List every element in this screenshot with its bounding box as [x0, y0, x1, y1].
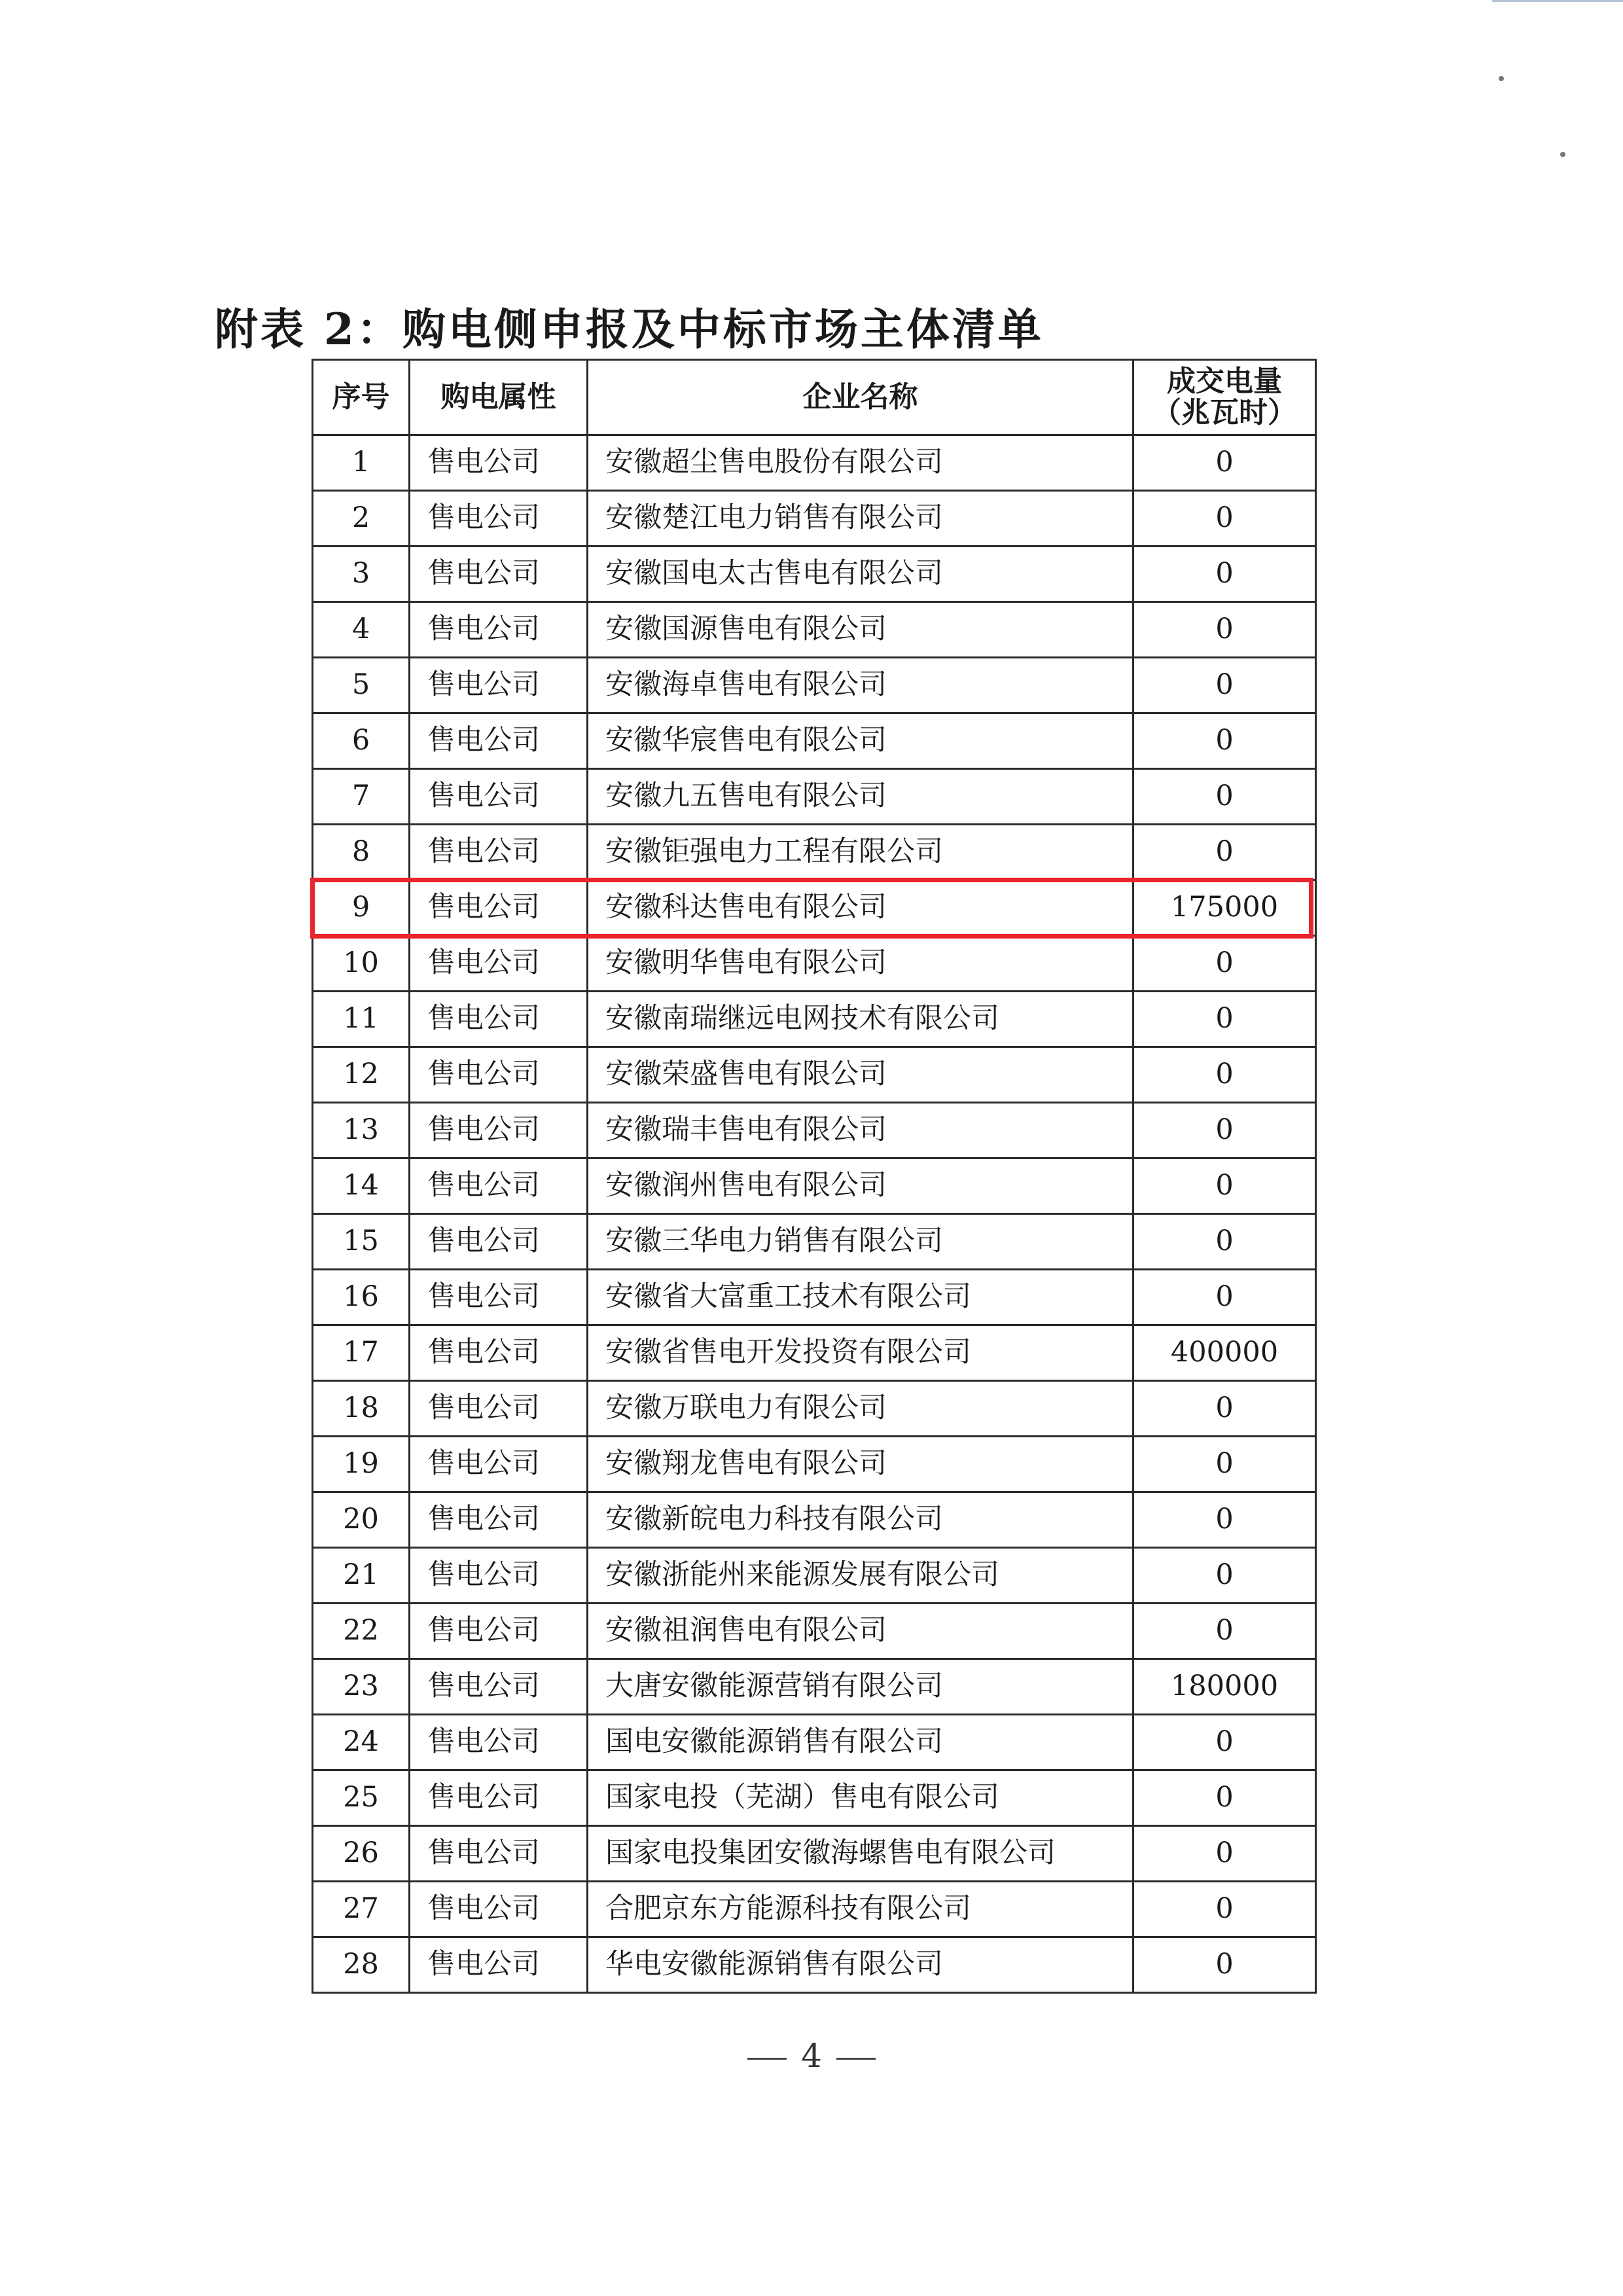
- cell-company-name: 安徽省售电开发投资有限公司: [588, 1325, 1133, 1381]
- cell-type: 售电公司: [410, 1103, 588, 1158]
- page-title: 附表 2：购电侧申报及中标市场主体清单: [215, 304, 1044, 355]
- table-row: [313, 1659, 1316, 1715]
- cell-type: 售电公司: [410, 1770, 588, 1826]
- cell-company-name: 安徽荣盛售电有限公司: [588, 1047, 1133, 1103]
- table-row: [313, 1047, 1316, 1103]
- footer-dash-right: [836, 2058, 876, 2060]
- table-row: [313, 1437, 1316, 1492]
- cell-company-name: 安徽省大富重工技术有限公司: [588, 1270, 1133, 1325]
- scan-speck: [1499, 76, 1504, 81]
- cell-index: 11: [313, 992, 410, 1047]
- cell-index: 4: [313, 602, 410, 658]
- cell-type: 售电公司: [410, 936, 588, 992]
- cell-volume: 0: [1133, 713, 1316, 769]
- table-row: [313, 1158, 1316, 1214]
- cell-index: 3: [313, 547, 410, 602]
- cell-volume: 0: [1133, 491, 1316, 547]
- cell-company-name: 安徽国源售电有限公司: [588, 602, 1133, 658]
- cell-index: 17: [313, 1325, 410, 1381]
- table-row: [313, 658, 1316, 713]
- table-row: [313, 769, 1316, 825]
- cell-company-name: 安徽钜强电力工程有限公司: [588, 825, 1133, 880]
- cell-company-name: 国家电投（芜湖）售电有限公司: [588, 1770, 1133, 1826]
- cell-type: 售电公司: [410, 825, 588, 880]
- cell-type: 售电公司: [410, 1437, 588, 1492]
- page-footer: [0, 2037, 1623, 2075]
- footer-dash-left: [747, 2058, 787, 2060]
- cell-index: 26: [313, 1826, 410, 1882]
- cell-type: 售电公司: [410, 1492, 588, 1548]
- cell-company-name: 安徽三华电力销售有限公司: [588, 1214, 1133, 1270]
- cell-volume: 0: [1133, 1937, 1316, 1993]
- cell-type: 售电公司: [410, 1381, 588, 1437]
- cell-type: 售电公司: [410, 1826, 588, 1882]
- table-row: [313, 1604, 1316, 1659]
- cell-type: 售电公司: [410, 769, 588, 825]
- cell-type: 售电公司: [410, 1270, 588, 1325]
- cell-type: 售电公司: [410, 435, 588, 491]
- cell-type: 售电公司: [410, 658, 588, 713]
- cell-type: 售电公司: [410, 547, 588, 602]
- cell-type: 售电公司: [410, 713, 588, 769]
- cell-company-name: 安徽超尘售电股份有限公司: [588, 435, 1133, 491]
- cell-volume: 0: [1133, 1492, 1316, 1548]
- cell-type: 售电公司: [410, 992, 588, 1047]
- cell-type: 售电公司: [410, 602, 588, 658]
- table-row: [313, 435, 1316, 491]
- bidder-table-container: [312, 359, 1315, 1994]
- cell-index: 1: [313, 435, 410, 491]
- cell-company-name: 安徽九五售电有限公司: [588, 769, 1133, 825]
- table-body: [313, 435, 1316, 1993]
- table-header-row: [313, 360, 1316, 435]
- cell-index: 5: [313, 658, 410, 713]
- page-number: 4: [801, 2037, 822, 2075]
- cell-company-name: 安徽华宸售电有限公司: [588, 713, 1133, 769]
- header-volume: [1133, 360, 1316, 435]
- cell-company-name: 安徽翔龙售电有限公司: [588, 1437, 1133, 1492]
- cell-type: 售电公司: [410, 491, 588, 547]
- table-row: [313, 1103, 1316, 1158]
- cell-company-name: 安徽海卓售电有限公司: [588, 658, 1133, 713]
- cell-index: 27: [313, 1882, 410, 1937]
- cell-index: 2: [313, 491, 410, 547]
- cell-company-name: 安徽润州售电有限公司: [588, 1158, 1133, 1214]
- cell-company-name: 安徽南瑞继远电网技术有限公司: [588, 992, 1133, 1047]
- cell-type: 售电公司: [410, 1937, 588, 1993]
- cell-type: 售电公司: [410, 1659, 588, 1715]
- table-row: [313, 602, 1316, 658]
- cell-type: 售电公司: [410, 1047, 588, 1103]
- table-row: [313, 1548, 1316, 1604]
- cell-volume: 0: [1133, 1214, 1316, 1270]
- cell-volume: 0: [1133, 769, 1316, 825]
- cell-volume: 0: [1133, 435, 1316, 491]
- cell-index: 25: [313, 1770, 410, 1826]
- table-row: [313, 1826, 1316, 1882]
- cell-volume: 0: [1133, 547, 1316, 602]
- header-idx: 序号: [313, 360, 410, 435]
- cell-index: 7: [313, 769, 410, 825]
- cell-company-name: 安徽科达售电有限公司: [588, 880, 1133, 936]
- cell-volume: 0: [1133, 936, 1316, 992]
- cell-volume: 175000: [1133, 880, 1316, 936]
- cell-company-name: 安徽祖润售电有限公司: [588, 1604, 1133, 1659]
- cell-company-name: 国家电投集团安徽海螺售电有限公司: [588, 1826, 1133, 1882]
- table-row: [313, 713, 1316, 769]
- cell-volume: 0: [1133, 1047, 1316, 1103]
- cell-volume: 180000: [1133, 1659, 1316, 1715]
- cell-volume: 0: [1133, 1882, 1316, 1937]
- cell-volume: 0: [1133, 1826, 1316, 1882]
- cell-type: 售电公司: [410, 1214, 588, 1270]
- cell-type: 售电公司: [410, 880, 588, 936]
- cell-index: 19: [313, 1437, 410, 1492]
- cell-index: 6: [313, 713, 410, 769]
- cell-index: 28: [313, 1937, 410, 1993]
- table-row: [313, 1214, 1316, 1270]
- cell-index: 22: [313, 1604, 410, 1659]
- cell-volume: 0: [1133, 1770, 1316, 1826]
- table-row: [313, 936, 1316, 992]
- table-row: [313, 1770, 1316, 1826]
- cell-company-name: 安徽瑞丰售电有限公司: [588, 1103, 1133, 1158]
- cell-index: 21: [313, 1548, 410, 1604]
- cell-index: 16: [313, 1270, 410, 1325]
- cell-index: 14: [313, 1158, 410, 1214]
- cell-index: 12: [313, 1047, 410, 1103]
- table-row: [313, 1937, 1316, 1993]
- cell-volume: 0: [1133, 602, 1316, 658]
- cell-volume: 0: [1133, 1103, 1316, 1158]
- cell-volume: 0: [1133, 1381, 1316, 1437]
- cell-company-name: 安徽万联电力有限公司: [588, 1381, 1133, 1437]
- cell-volume: 0: [1133, 1270, 1316, 1325]
- cell-volume: 0: [1133, 1158, 1316, 1214]
- cell-index: 10: [313, 936, 410, 992]
- scan-edge-artifact: [1492, 0, 1623, 2]
- table-row: [313, 1492, 1316, 1548]
- table-row: [313, 825, 1316, 880]
- cell-volume: 0: [1133, 825, 1316, 880]
- bidder-table: [312, 359, 1317, 1994]
- cell-type: 售电公司: [410, 1325, 588, 1381]
- table-row: [313, 1882, 1316, 1937]
- table-row: [313, 1715, 1316, 1770]
- table-row: [313, 1381, 1316, 1437]
- cell-volume: 0: [1133, 1604, 1316, 1659]
- cell-index: 13: [313, 1103, 410, 1158]
- cell-company-name: 安徽新皖电力科技有限公司: [588, 1492, 1133, 1548]
- header-type: 购电属性: [410, 360, 588, 435]
- table-row: [313, 1270, 1316, 1325]
- cell-volume: 0: [1133, 658, 1316, 713]
- cell-company-name: 安徽明华售电有限公司: [588, 936, 1133, 992]
- cell-company-name: 安徽国电太古售电有限公司: [588, 547, 1133, 602]
- cell-type: 售电公司: [410, 1715, 588, 1770]
- header-name: 企业名称: [588, 360, 1133, 435]
- cell-volume: 0: [1133, 1715, 1316, 1770]
- header-volume-label: 成交电量: [1167, 364, 1282, 398]
- cell-company-name: 国电安徽能源销售有限公司: [588, 1715, 1133, 1770]
- cell-index: 18: [313, 1381, 410, 1437]
- cell-company-name: 华电安徽能源销售有限公司: [588, 1937, 1133, 1993]
- cell-index: 20: [313, 1492, 410, 1548]
- cell-volume: 0: [1133, 1437, 1316, 1492]
- cell-company-name: 安徽楚江电力销售有限公司: [588, 491, 1133, 547]
- table-row: [313, 1325, 1316, 1381]
- table-row: [313, 491, 1316, 547]
- cell-volume: 400000: [1133, 1325, 1316, 1381]
- cell-type: 售电公司: [410, 1158, 588, 1214]
- cell-index: 8: [313, 825, 410, 880]
- table-row: [313, 547, 1316, 602]
- cell-index: 15: [313, 1214, 410, 1270]
- cell-volume: 0: [1133, 992, 1316, 1047]
- table-row: [313, 992, 1316, 1047]
- cell-index: 24: [313, 1715, 410, 1770]
- table-row: [313, 880, 1316, 936]
- cell-type: 售电公司: [410, 1882, 588, 1937]
- cell-company-name: 安徽浙能州来能源发展有限公司: [588, 1548, 1133, 1604]
- header-volume-unit: （兆瓦时）: [1152, 396, 1296, 429]
- cell-index: 23: [313, 1659, 410, 1715]
- cell-company-name: 大唐安徽能源营销有限公司: [588, 1659, 1133, 1715]
- scan-speck: [1560, 152, 1565, 157]
- cell-index: 9: [313, 880, 410, 936]
- cell-company-name: 合肥京东方能源科技有限公司: [588, 1882, 1133, 1937]
- cell-volume: 0: [1133, 1548, 1316, 1604]
- cell-type: 售电公司: [410, 1604, 588, 1659]
- cell-type: 售电公司: [410, 1548, 588, 1604]
